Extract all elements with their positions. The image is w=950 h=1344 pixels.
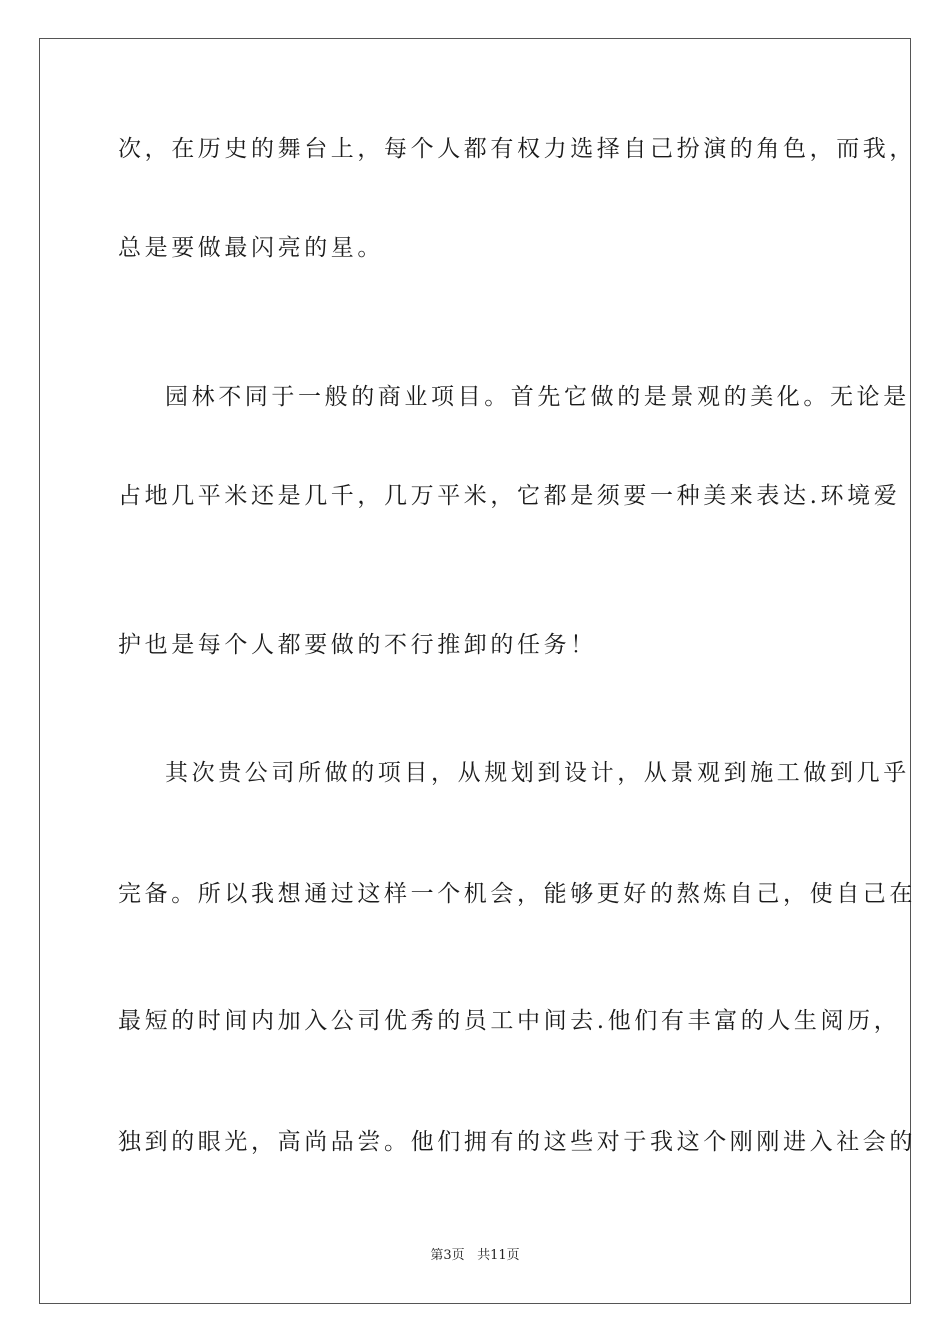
text-line-4: 占地几平米还是几千，几万平米，它都是须要一种美来表达.环境爱: [118, 483, 901, 509]
page-frame: [39, 38, 916, 1304]
paragraph-start-line-6: 其次贵公司所做的项目，从规划到设计，从景观到施工做到几乎: [165, 760, 910, 786]
text-line-5: 护也是每个人都要做的不行推卸的任务！: [118, 632, 597, 658]
text-line-8: 最短的时间内加入公司优秀的员工中间去.他们有丰富的人生阅历，: [118, 1008, 901, 1034]
text-line-9: 独到的眼光，高尚品尝。他们拥有的这些对于我这个刚刚进入社会的: [118, 1129, 916, 1155]
page-total: 共11页: [477, 1248, 520, 1263]
text-line-7: 完备。所以我想通过这样一个机会，能够更好的熬炼自己，使自己在: [118, 881, 916, 907]
text-line-1: 次，在历史的舞台上，每个人都有权力选择自己扮演的角色，而我，: [118, 136, 916, 162]
page-footer: [0, 1248, 950, 1264]
page-number: 第3页: [430, 1248, 465, 1263]
text-line-2: 总是要做最闪亮的星。: [118, 235, 384, 261]
paragraph-start-line-3: 园林不同于一般的商业项目。首先它做的是景观的美化。无论是: [165, 384, 910, 410]
